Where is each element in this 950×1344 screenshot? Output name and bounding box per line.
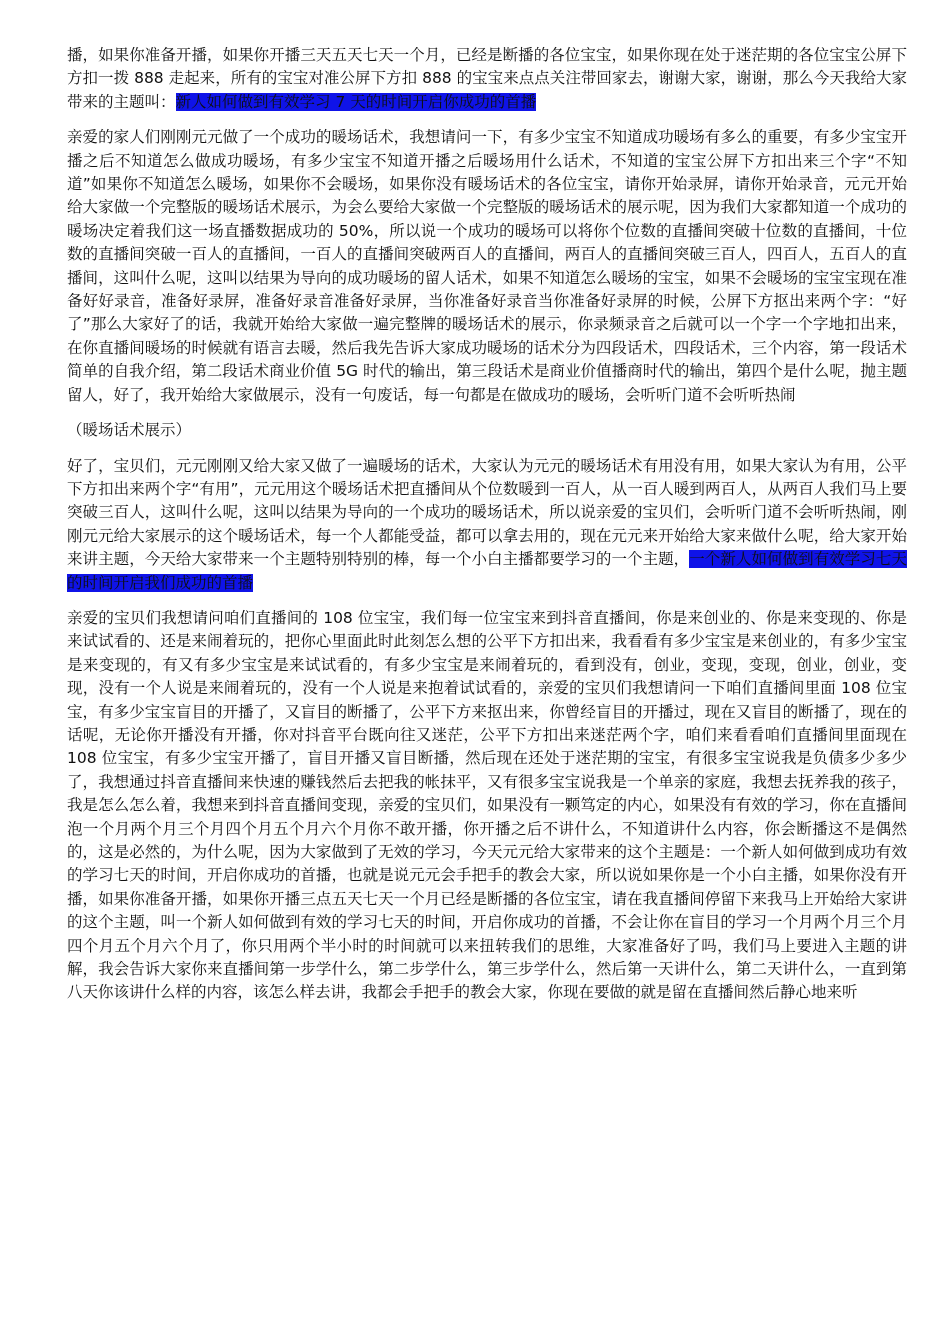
paragraph-main-body <box>67 607 907 1005</box>
paragraph-text: 好了，宝贝们，元元刚刚又给大家又做了一遍暖场的话术，大家认为元元的暖场话术有用没有用，如果大家认为有用，公平下方扣出来两个字“有用”，元元用这个暖场话术把直播间从个位数暖到一百人，从一百人暖到两百人，从两百人我们马上要突破三百人，这叫什么呢，这叫以结果为导向的一个成功的暖场话术，所以说亲爱的宝贝们，会听听门道不会听听热闹，刚刚元元给大家展示的这个暖场话术，每一个人都能受益，都可以拿去用的，现在元元来开始给大家来做什么呢，给大家开始来讲主题，今天给大家带来一个主题特别特别的棒，每一个小白主播都要学习的一个主题， <box>67 456 907 569</box>
paragraph-topic-intro <box>67 455 907 595</box>
paragraph-text: 亲爱的宝贝们我想请问咱们直播间的 108 位宝宝，我们每一位宝宝来到抖音直播间，你是来创业的、你是来变现的、你是来试试看的、还是来闹着玩的，把你心里面此时此刻怎么想的公平下方扣出来，我看看有多少宝宝是来创业的，有多少宝宝是来变现的，有又有多少宝宝是来试试看的，有多少宝宝是来闹着玩的，看到没有，创业，变现，变现，创业，创业，变现，没有一个人说是来闹着玩的，没有一个人说是来抱着试试看的，亲爱的宝贝们我想请问一下咱们直播间里面 108 位宝宝，有多少宝宝盲目的开播了，又盲目的断播了，公平下方来抠出来，你曾经盲目的开播过，现在又盲目的断播了，现在的话呢，无论你开播没有开播，你对抖音平台既向往又迷茫，公平下方扣出来迷茫两个字，咱们来看看咱们直播间里面现在 108 位宝宝，有多少宝宝开播了，盲目开播又盲目断播，然后现在还处于迷茫期的宝宝，有很多宝宝说我是负债多少多少了，我想通过抖音直播间来快速的赚钱然后去把我的帐抹平，又有很多宝宝说我是一个单亲的家庭，我想去抚养我的孩子，我是怎么怎么着，我想来到抖音直播间变现，亲爱的宝贝们，如果没有一颗笃定的内心，如果没有有效的学习，你在直播间泡一个月两个月三个月四个月五个月六个月你不敢开播，你开播之后不讲什么，不知道讲什么内容，你会断播这不是偶然的，这是必然的，为什么呢，因为大家做到了无效的学习，今天元元给大家带来的这个主题是：一个新人如何做到成功有效的学习七天的时间，开启你成功的首播，也就是说元元会手把手的教会大家，所以说如果你是一个小白主播，如果你没有开播，如果你准备开播，如果你开播三点五天七天一个月已经是断播的各位宝宝，请在我直播间停留下来我马上开始给大家讲的这个主题，叫一个新人如何做到有效的学习七天的时间，开启你成功的首播，不会让你在盲目的学习一个月两个月三个月四个月五个月六个月了，你只用两个半小时的时间就可以来扭转我们的思维，大家准备好了吗，我们马上要进入主题的讲解，我会告诉大家你来直播间第一步学什么，第二步学什么，第三步学什么，然后第一天讲什么，第二天讲什么，一直到第八天你该讲什么样的内容，该怎么样去讲，我都会手把手的教会大家，你现在要做的就是留在直播间然后静心地来听 <box>67 608 907 1002</box>
highlighted-topic-title: 一个新人如何做到有效学习七天的时间开启我们成功的首播 <box>67 550 907 592</box>
paragraph-warmup-script <box>67 126 907 407</box>
document-page <box>67 44 907 1017</box>
paragraph-warmup-demo-note <box>67 419 907 442</box>
paragraph-text: 播，如果你准备开播，如果你开播三天五天七天一个月，已经是断播的各位宝宝，如果你现在处于迷茫期的各位宝宝公屏下方扣一拨 888 走起来，所有的宝宝对准公屏下方扣 888 的宝宝来点点关注带回家去，谢谢大家，谢谢，那么今天我给大家带来的主题叫： <box>67 46 907 111</box>
paragraph-text: 亲爱的家人们刚刚元元做了一个成功的暖场话术，我想请问一下，有多少宝宝不知道成功暖场有多么的重要，有多少宝宝开播之后不知道怎么做成功暖场，有多少宝宝不知道开播之后暖场用什么话术，不知道的宝宝公屏下方扣出来三个字“不知道”如果你不知道怎么暖场，如果你不会暖场，如果你没有暖场话术的各位宝宝，请你开始录屏，请你开始录音，元元开始给大家做一个完整版的暖场话术展示，为会么要给大家做一个完整版的暖场话术的展示呢，因为我们大家都知道一个成功的暖场决定着我们这一场直播数据成功的 50%，所以说一个成功的暖场可以将你个位数的直播间突破十位数的直播间，十位数的直播间突破一百人的直播间，一百人的直播间突破两百人的直播间，两百人的直播间突破三百人，四百人，五百人的直播间，这叫什么呢，这叫以结果为导向的成功暖场的留人话术，如果不知道怎么暖场的宝宝，如果不会暖场的宝宝宝现在准备好好录音，准备好录屏，准备好录音准备好录屏，当你准备好录音当你准备好录屏的时候，公屏下方抠出来两个字：“好了”那么大家好了的话，我就开始给大家做一遍完整牌的暖场话术的展示，你录频录音之后就可以一个字一个字地扣出来，在你直播间暖场的时候就有语言去暖，然后我先告诉大家成功暖场的话术分为四段话术，四段话术，三个内容，第一段话术简单的自我介绍，第二段话术商业价值 5G 时代的输出，第三段话术是商业价值播商时代的输出，第四个是什么呢，抛主题留人，好了，我开始给大家做展示，没有一句废话，每一句都是在做成功的暖场，会听听门道不会听听热闹 <box>67 128 907 404</box>
highlighted-topic-title: 新人如何做到有效学习 7 天的时间开启你成功的首播 <box>175 92 537 111</box>
paragraph-text: （暖场话术展示） <box>67 421 192 440</box>
paragraph-intro-closing <box>67 44 907 114</box>
